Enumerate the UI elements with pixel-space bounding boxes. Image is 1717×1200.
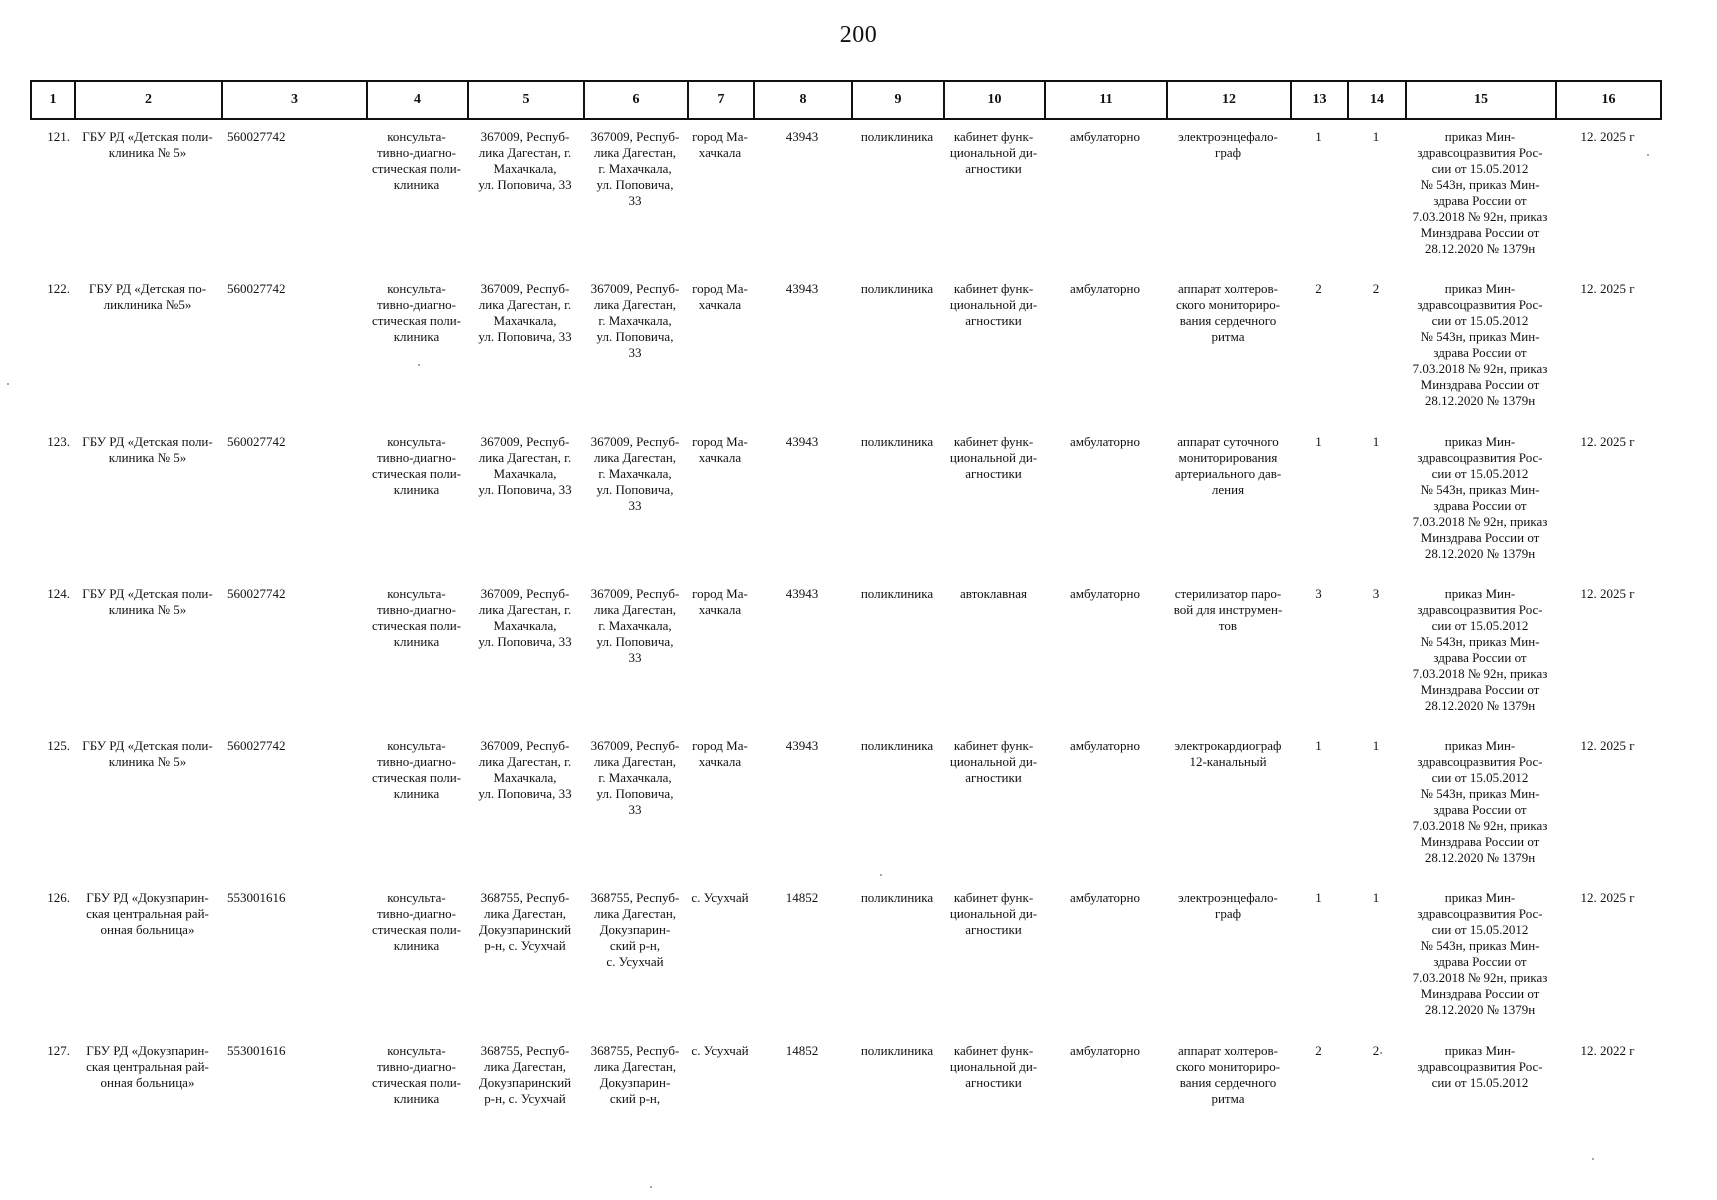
cell-population: 43943 — [785, 585, 819, 601]
cell-actual-address: 367009, Респуб- лика Дагестан, г. Махачкала, ул. Поповича, 33 — [590, 281, 680, 361]
cell-regulatory-basis: приказ Мин- здравсоцразвития Рос- сии от 15.05.2012 № 543н, приказ Мин- здрава России от 7.03.2018 № 92н, приказ Минздрава России от 28.12.2020 № 1379н — [1412, 890, 1548, 1018]
column-header-4: 4 — [367, 81, 468, 119]
cell-population: 14852 — [785, 890, 819, 906]
cell-department: кабинет функ- циональной ди- агностики — [949, 738, 1038, 786]
cell-quantity-planned: 1 — [1372, 129, 1380, 144]
cell-settlement: город Ма- хачкала — [692, 738, 748, 770]
column-header-3: 3 — [222, 81, 367, 119]
cell-quantity-required: 2 — [1315, 281, 1322, 297]
cell-row-number: 126. — [47, 890, 70, 906]
equipment-table — [30, 128, 1660, 1194]
cell-organization-name: ГБУ РД «Докузпарин- ская центральная рай- онная больница» — [86, 1042, 209, 1090]
cell-population: 43943 — [785, 433, 819, 449]
cell-care-form: амбулаторно — [1070, 129, 1140, 144]
cell-organization-name: ГБУ РД «Детская поли- клиника № 5» — [82, 129, 213, 160]
cell-care-form: амбулаторно — [1070, 890, 1140, 906]
scan-speck — [650, 1186, 652, 1188]
cell-inn-code: 553001616 — [227, 890, 286, 906]
cell-quantity-required: 1 — [1315, 738, 1322, 754]
cell-settlement: город Ма- хачкала — [692, 433, 748, 465]
cell-institution-type: консульта- тивно-диагно- стическая поли- клиника — [372, 281, 461, 345]
cell-regulatory-basis: приказ Мин- здравсоцразвития Рос- сии от 15.05.2012 № 543н, приказ Мин- здрава России от 7.03.2018 № 92н, приказ Минздрава России от 28.12.2020 № 1379н — [1412, 433, 1548, 561]
cell-row-number: 121. — [47, 129, 70, 144]
cell-quantity-planned: 2 — [1372, 281, 1380, 297]
cell-unit-type: поликлиника — [860, 585, 934, 601]
cell-population: 43943 — [785, 281, 819, 297]
column-header-15: 15 — [1406, 81, 1556, 119]
cell-equipment-name: электрокардиограф 12-канальный — [1174, 738, 1282, 770]
table-row — [30, 433, 1660, 585]
cell-regulatory-basis: приказ Мин- здравсоцразвития Рос- сии от 15.05.2012 — [1417, 1042, 1543, 1090]
cell-legal-address: 367009, Респуб- лика Дагестан, г. Махачкала, ул. Поповича, 33 — [478, 281, 572, 345]
cell-inn-code: 553001616 — [227, 1042, 286, 1058]
cell-equipment-name: аппарат суточного мониторирования артериального дав- ления — [1174, 433, 1282, 497]
scan-speck — [418, 364, 420, 366]
cell-population: 14852 — [785, 1042, 819, 1058]
cell-deadline: 12. 2025 г — [1580, 585, 1635, 601]
scan-speck — [880, 874, 882, 876]
cell-legal-address: 367009, Респуб- лика Дагестан, г. Махачкала, ул. Поповича, 33 — [478, 738, 572, 802]
scan-speck — [1647, 154, 1649, 156]
cell-actual-address: 368755, Респуб- лика Дагестан, Докузпарин- ский р-н, с. Усухчай — [590, 890, 680, 970]
cell-actual-address: 367009, Респуб- лика Дагестан, г. Махачкала, ул. Поповича, 33 — [590, 585, 680, 665]
cell-care-form: амбулаторно — [1070, 585, 1140, 601]
table-row — [30, 1042, 1660, 1194]
cell-unit-type: поликлиника — [860, 1042, 934, 1058]
cell-organization-name: ГБУ РД «Детская по- ликлиника №5» — [88, 281, 207, 313]
cell-care-form: амбулаторно — [1070, 738, 1140, 754]
cell-department: автоклавная — [959, 585, 1027, 601]
cell-deadline: 12. 2025 г — [1580, 738, 1635, 754]
cell-quantity-planned: 1 — [1372, 890, 1380, 906]
cell-legal-address: 368755, Респуб- лика Дагестан, Докузпаринский р-н, с. Усухчай — [478, 1042, 572, 1106]
column-header-8: 8 — [754, 81, 852, 119]
cell-care-form: амбулаторно — [1070, 433, 1140, 449]
cell-institution-type: консульта- тивно-диагно- стическая поли- клиника — [372, 890, 461, 954]
cell-regulatory-basis: приказ Мин- здравсоцразвития Рос- сии от 15.05.2012 № 543н, приказ Мин- здрава России от 7.03.2018 № 92н, приказ Минздрава России от 28.12.2020 № 1379н — [1412, 585, 1548, 713]
cell-regulatory-basis: приказ Мин- здравсоцразвития Рос- сии от 15.05.2012 № 543н, приказ Мин- здрава России от 7.03.2018 № 92н, приказ Минздрава России от 28.12.2020 № 1379н — [1412, 738, 1548, 866]
column-header-2: 2 — [75, 81, 222, 119]
column-header-12: 12 — [1167, 81, 1291, 119]
cell-inn-code: 560027742 — [227, 585, 286, 601]
cell-settlement: город Ма- хачкала — [692, 281, 748, 313]
cell-legal-address: 367009, Респуб- лика Дагестан, г. Махачкала, ул. Поповича, 33 — [478, 433, 572, 497]
cell-unit-type: поликлиника — [860, 281, 934, 297]
cell-actual-address: 368755, Респуб- лика Дагестан, Докузпарин- ский р-н, — [590, 1042, 680, 1106]
cell-deadline: 12. 2022 г — [1580, 1042, 1635, 1058]
cell-inn-code: 560027742 — [227, 129, 286, 144]
column-header-5: 5 — [468, 81, 584, 119]
cell-unit-type: поликлиника — [860, 738, 934, 754]
cell-institution-type: консульта- тивно-диагно- стическая поли- клиника — [372, 585, 461, 649]
cell-unit-type: поликлиника — [860, 129, 934, 144]
cell-unit-type: поликлиника — [860, 890, 934, 906]
cell-care-form: амбулаторно — [1070, 281, 1140, 297]
table-row — [30, 889, 1660, 1041]
column-header-9: 9 — [852, 81, 944, 119]
cell-organization-name: ГБУ РД «Детская поли- клиника № 5» — [82, 585, 213, 617]
cell-quantity-required: 1 — [1315, 433, 1322, 449]
table-body — [30, 128, 1660, 1194]
cell-regulatory-basis: приказ Мин- здравсоцразвития Рос- сии от 15.05.2012 № 543н, приказ Мин- здрава России от 7.03.2018 № 92н, приказ Минздрава России от 28.12.2020 № 1379н — [1412, 281, 1548, 409]
cell-actual-address: 367009, Респуб- лика Дагестан, г. Махачкала, ул. Поповича, 33 — [590, 129, 680, 208]
cell-equipment-name: аппарат холтеров- ского мониториро- вания сердечного ритма — [1175, 281, 1281, 345]
cell-quantity-planned: 3 — [1372, 585, 1380, 601]
cell-department: кабинет функ- циональной ди- агностики — [949, 1042, 1038, 1090]
column-header-16: 16 — [1556, 81, 1661, 119]
table-row — [30, 585, 1660, 737]
column-header-table — [30, 80, 1662, 120]
cell-settlement: с. Усухчай — [691, 1042, 749, 1058]
cell-equipment-name: электроэнцефало- граф — [1178, 129, 1278, 160]
column-header-7: 7 — [688, 81, 754, 119]
cell-quantity-planned: 1 — [1372, 738, 1380, 754]
scan-speck — [7, 383, 9, 385]
cell-equipment-name: аппарат холтеров- ского мониториро- вания сердечного ритма — [1175, 1042, 1281, 1106]
cell-deadline: 12. 2025 г — [1580, 890, 1635, 906]
column-header-11: 11 — [1045, 81, 1167, 119]
column-header-10: 10 — [944, 81, 1045, 119]
cell-quantity-planned: 2 — [1372, 1042, 1380, 1058]
cell-institution-type: консульта- тивно-диагно- стическая поли- клиника — [372, 738, 461, 802]
column-header-13: 13 — [1291, 81, 1348, 119]
cell-settlement: город Ма- хачкала — [692, 585, 748, 617]
cell-quantity-required: 3 — [1315, 585, 1322, 601]
cell-legal-address: 367009, Респуб- лика Дагестан, г. Махачкала, ул. Поповича, 33 — [478, 129, 572, 192]
cell-organization-name: ГБУ РД «Детская поли- клиника № 5» — [82, 433, 213, 465]
cell-department: кабинет функ- циональной ди- агностики — [949, 890, 1038, 938]
cell-unit-type: поликлиника — [860, 433, 934, 449]
cell-department: кабинет функ- циональной ди- агностики — [949, 281, 1038, 329]
cell-equipment-name: электроэнцефало- граф — [1178, 890, 1278, 922]
scan-speck — [1592, 1158, 1594, 1160]
cell-institution-type: консульта- тивно-диагно- стическая поли- клиника — [372, 433, 461, 497]
cell-population: 43943 — [785, 738, 819, 754]
cell-department: кабинет функ- циональной ди- агностики — [949, 433, 1038, 481]
cell-row-number: 123. — [47, 433, 70, 449]
cell-population: 43943 — [785, 129, 819, 144]
cell-department: кабинет функ- циональной ди- агностики — [949, 129, 1038, 176]
cell-row-number: 124. — [47, 585, 70, 601]
cell-quantity-required: 2 — [1315, 1042, 1322, 1058]
cell-inn-code: 560027742 — [227, 738, 286, 754]
cell-deadline: 12. 2025 г — [1580, 129, 1635, 144]
cell-organization-name: ГБУ РД «Детская поли- клиника № 5» — [82, 738, 213, 770]
cell-legal-address: 367009, Респуб- лика Дагестан, г. Махачкала, ул. Поповича, 33 — [478, 585, 572, 649]
cell-organization-name: ГБУ РД «Докузпарин- ская центральная рай- онная больница» — [86, 890, 209, 938]
cell-row-number: 125. — [47, 738, 70, 754]
cell-inn-code: 560027742 — [227, 433, 286, 449]
column-header-1: 1 — [31, 81, 75, 119]
cell-equipment-name: стерилизатор паро- вой для инструмен- тов — [1173, 585, 1283, 633]
cell-row-number: 127. — [47, 1042, 70, 1058]
cell-care-form: амбулаторно — [1070, 1042, 1140, 1058]
table-row — [30, 128, 1660, 280]
cell-quantity-planned: 1 — [1372, 433, 1380, 449]
table-row — [30, 737, 1660, 889]
column-header-6: 6 — [584, 81, 688, 119]
cell-deadline: 12. 2025 г — [1580, 433, 1635, 449]
cell-regulatory-basis: приказ Мин- здравсоцразвития Рос- сии от 15.05.2012 № 543н, приказ Мин- здрава России от 7.03.2018 № 92н, приказ Минздрава России от 28.12.2020 № 1379н — [1412, 129, 1548, 256]
cell-legal-address: 368755, Респуб- лика Дагестан, Докузпаринский р-н, с. Усухчай — [478, 890, 572, 954]
cell-actual-address: 367009, Респуб- лика Дагестан, г. Махачкала, ул. Поповича, 33 — [590, 738, 680, 818]
cell-quantity-required: 1 — [1315, 890, 1322, 906]
table-row — [30, 280, 1660, 432]
cell-deadline: 12. 2025 г — [1580, 281, 1635, 297]
cell-settlement: город Ма- хачкала — [692, 129, 748, 160]
cell-inn-code: 560027742 — [227, 281, 286, 297]
scan-speck — [1380, 1052, 1382, 1054]
page-number: 200 — [839, 22, 878, 48]
cell-institution-type: консульта- тивно-диагно- стическая поли- клиника — [372, 129, 461, 192]
cell-quantity-required: 1 — [1315, 129, 1322, 144]
cell-row-number: 122. — [47, 281, 70, 297]
cell-settlement: с. Усухчай — [691, 890, 749, 906]
column-header-14: 14 — [1348, 81, 1406, 119]
cell-actual-address: 367009, Респуб- лика Дагестан, г. Махачкала, ул. Поповича, 33 — [590, 433, 680, 513]
cell-institution-type: консульта- тивно-диагно- стическая поли- клиника — [372, 1042, 461, 1106]
